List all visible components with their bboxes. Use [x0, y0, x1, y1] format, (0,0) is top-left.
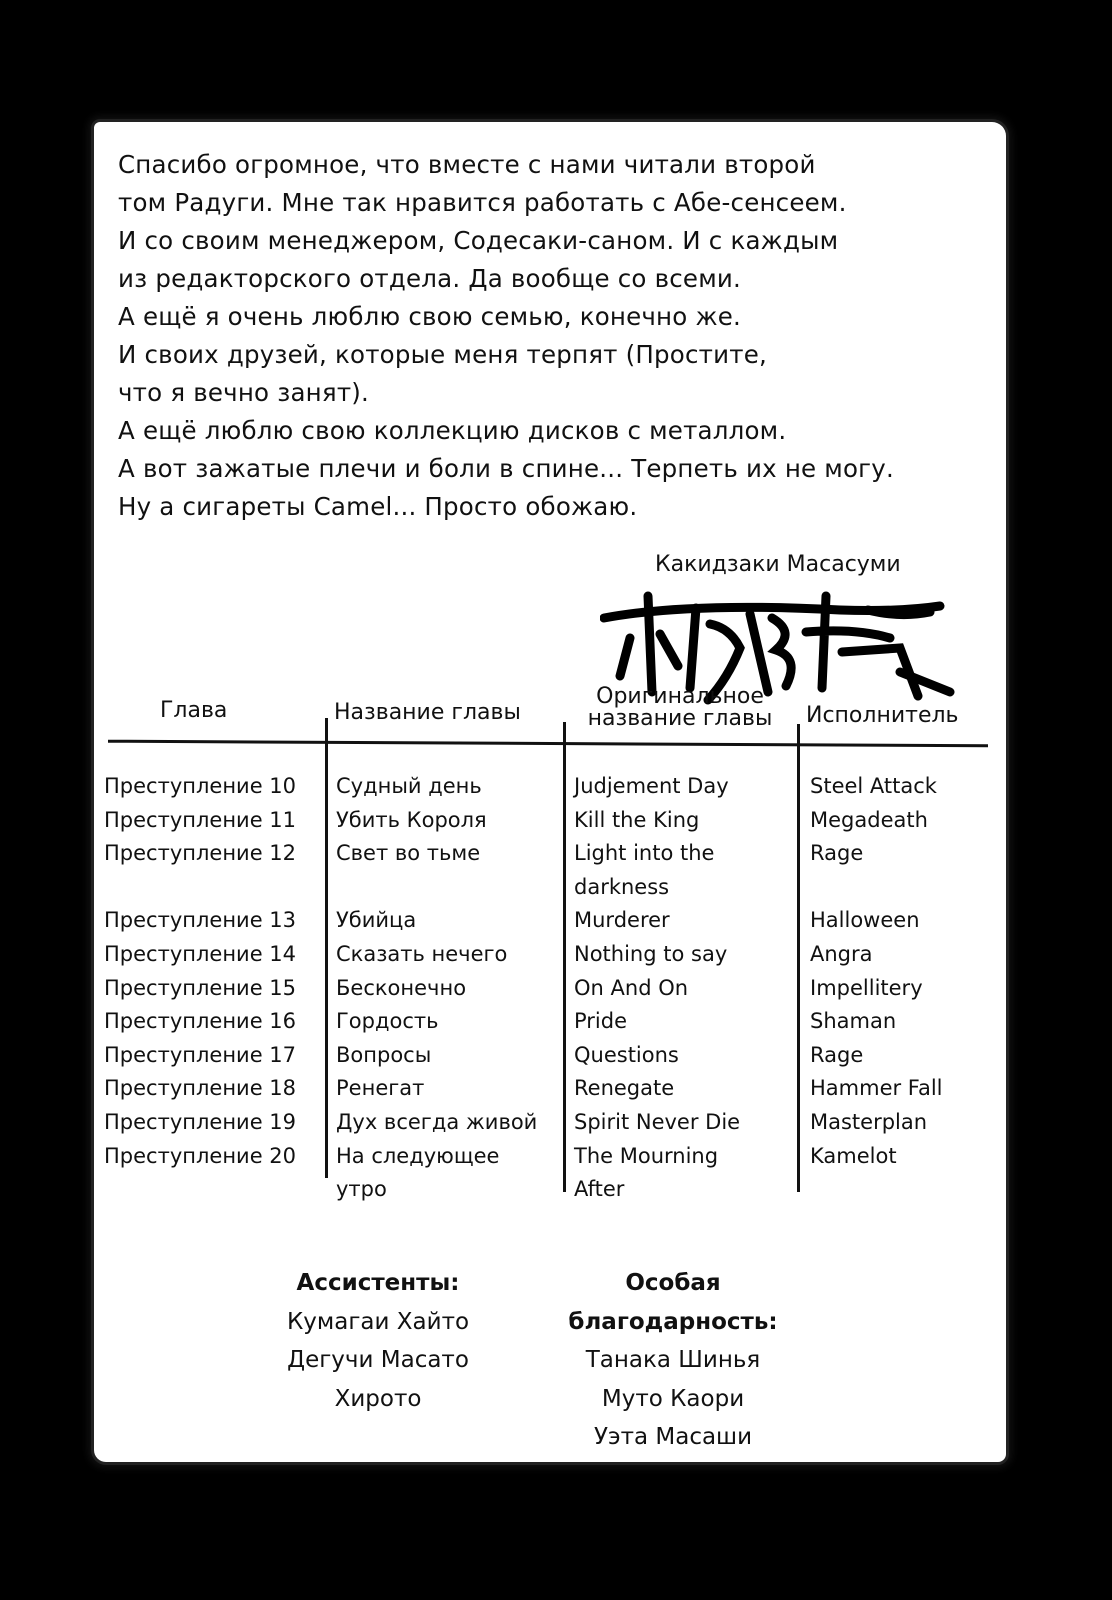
letter-line: что я вечно занят).: [118, 378, 370, 407]
afterword-letter: [118, 146, 978, 526]
table-cell: Pride: [574, 1009, 628, 1034]
author-name: Какидзаки Масасуми: [655, 552, 901, 577]
letter-line: А ещё люблю свою коллекцию дисков с металлом.: [118, 416, 787, 445]
thanks-name: Танака Шинья: [585, 1347, 761, 1373]
table-cell: На следующее: [336, 1143, 500, 1168]
letter-line: А ещё я очень люблю свою семью, конечно же.: [118, 302, 741, 331]
letter-line: Спасибо огромное, что вместе с нами читали второй: [118, 150, 816, 179]
column-titles-original: [574, 770, 740, 1207]
table-cell: Hammer Fall: [810, 1076, 943, 1101]
table-cell: Преступление 13: [104, 908, 297, 933]
table-cell: Ренегат: [336, 1076, 425, 1101]
table-cell: Преступление 12: [104, 841, 297, 866]
table-cell: Убить Короля: [336, 807, 487, 832]
header-chapter: Глава: [160, 698, 228, 723]
table-cell: Rage: [810, 1042, 864, 1067]
table-cell: Renegate: [574, 1076, 675, 1101]
table-cell: Преступление 20: [104, 1143, 297, 1168]
table-cell: Сказать нечего: [336, 941, 508, 966]
table-cell: Murderer: [574, 908, 670, 933]
table-cell: Преступление 19: [104, 1109, 297, 1134]
table-cell: Light into the: [574, 841, 715, 866]
table-cell: Angra: [810, 941, 873, 966]
table-cell: Преступление 15: [104, 975, 297, 1000]
letter-line: том Радуги. Мне так нравится работать с Абе-сенсеем.: [118, 188, 847, 217]
table-cell: Masterplan: [810, 1109, 928, 1134]
assistant-name: Кумагаи Хайто: [286, 1308, 470, 1335]
table-cell-empty: [810, 871, 943, 905]
table-cell: Убийца: [336, 908, 417, 933]
table-cell: Преступление 16: [104, 1009, 297, 1034]
table-cell: After: [574, 1177, 625, 1202]
letter-line: Ну а сигареты Camel... Просто обожаю.: [118, 492, 638, 521]
table-cell: Rage: [810, 841, 864, 866]
letter-line: И своих друзей, которые меня терпят (Простите,: [118, 340, 767, 369]
table-cell: Kill the King: [574, 807, 700, 832]
table-cell: Свет во тьме: [336, 841, 481, 866]
table-cell: The Mourning: [574, 1143, 719, 1168]
table-cell: Questions: [574, 1042, 679, 1067]
column-divider: [563, 722, 566, 1192]
assistant-name: Хирото: [334, 1385, 422, 1412]
column-artists: [810, 770, 943, 1173]
thanks-name: Муто Каори: [601, 1385, 745, 1412]
header-title-ru: Название главы: [334, 700, 521, 725]
assistants-title: Ассистенты:: [296, 1270, 460, 1296]
table-cell: Halloween: [810, 908, 920, 933]
table-cell: Megadeath: [810, 807, 928, 832]
table-cell: Бесконечно: [336, 975, 467, 1000]
table-cell: Kamelot: [810, 1143, 897, 1168]
thanks-title-line1: Особая: [625, 1270, 721, 1296]
table-cell: Impellitery: [810, 975, 923, 1000]
letter-line: И со своим менеджером, Содесаки-саном. И с каждым: [118, 226, 839, 255]
header-artist: Исполнитель: [806, 703, 959, 728]
header-title-original-line2: название главы: [587, 706, 773, 731]
table-cell-empty: [104, 871, 296, 905]
table-cell: Преступление 17: [104, 1042, 297, 1067]
column-divider: [797, 724, 800, 1192]
letter-line: А вот зажатые плечи и боли в спине... Терпеть их не могу.: [118, 454, 894, 483]
table-cell: Судный день: [336, 774, 482, 798]
thanks-name: Уэта Масаши: [593, 1424, 753, 1450]
table-cell: Дух всегда живой: [336, 1109, 538, 1134]
table-cell: утро: [336, 1177, 387, 1202]
column-divider: [325, 718, 328, 1178]
header-title-original-line1: Оригинальное: [596, 684, 764, 709]
assistants-block: [258, 1264, 498, 1418]
table-cell: Преступление 11: [104, 807, 297, 832]
table-cell: Преступление 18: [104, 1076, 297, 1101]
thanks-title-line2: благодарность:: [568, 1308, 778, 1335]
special-thanks-block: [548, 1264, 798, 1457]
table-cell: Shaman: [810, 1009, 897, 1034]
column-titles-ru: [336, 770, 537, 1207]
header-title-original: [575, 686, 785, 730]
table-cell: Steel Attack: [810, 774, 937, 798]
table-cell: Judjement Day: [574, 774, 729, 798]
table-cell-empty: [336, 871, 537, 905]
assistant-name: Дегучи Масато: [287, 1347, 469, 1373]
table-cell: Nothing to say: [574, 941, 728, 966]
table-cell: Преступление 10: [104, 774, 297, 798]
table-cell: Преступление 14: [104, 941, 297, 966]
table-cell: Spirit Never Die: [574, 1109, 741, 1134]
column-chapters: [104, 770, 296, 1173]
table-cell: On And On: [574, 975, 689, 1000]
table-cell: Гордость: [336, 1009, 439, 1034]
letter-line: из редакторского отдела. Да вообще со всеми.: [118, 264, 741, 293]
table-cell: Вопросы: [336, 1042, 432, 1067]
table-cell: darkness: [574, 874, 670, 899]
